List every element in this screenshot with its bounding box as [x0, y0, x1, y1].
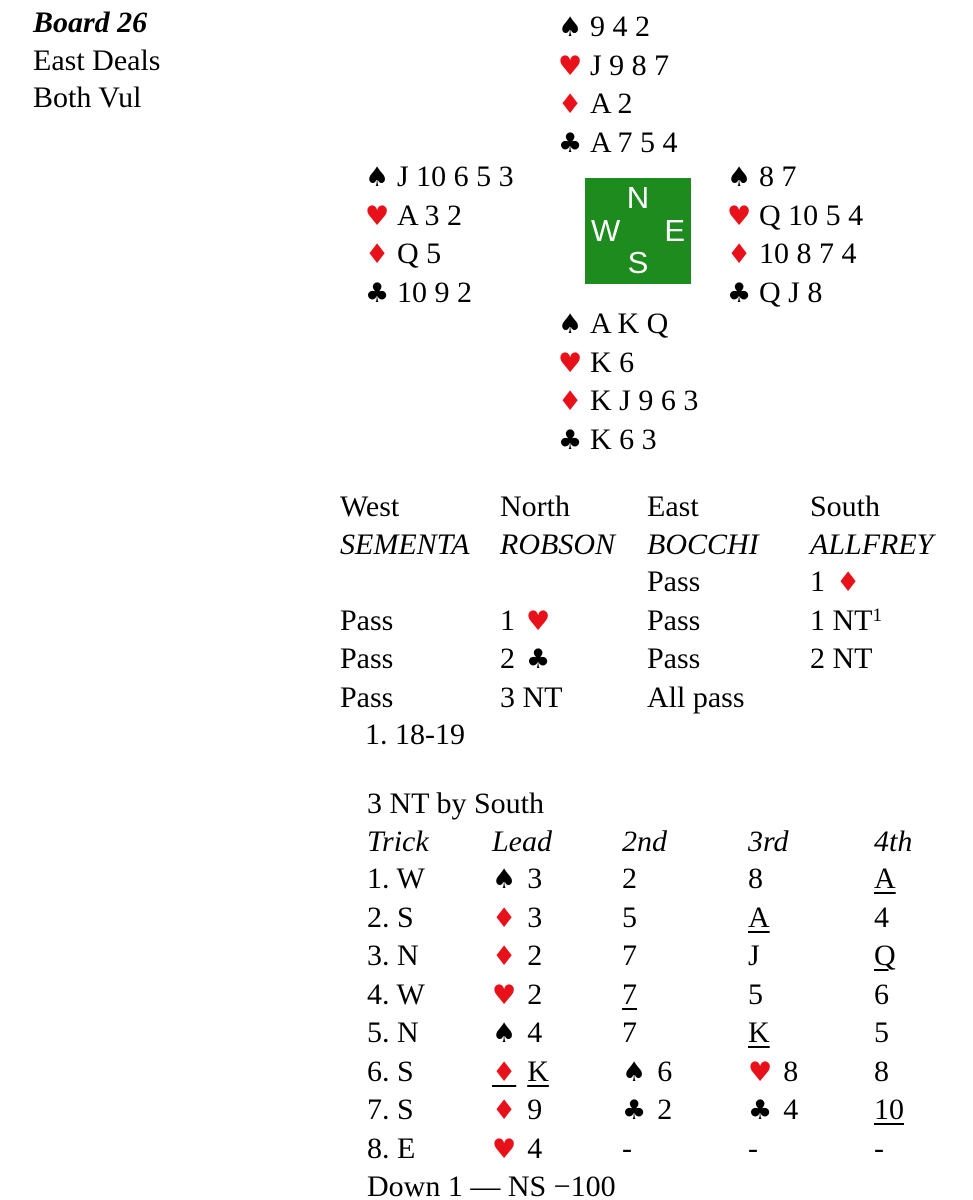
bid-cell	[810, 679, 960, 717]
card-cell	[748, 1053, 874, 1092]
lead-card	[492, 976, 622, 1015]
card-value: 4	[783, 1093, 799, 1126]
card-cell: 5	[874, 1016, 889, 1049]
card-values: Q 10 5 4	[759, 198, 864, 232]
trick-number: 8. E	[367, 1131, 416, 1165]
card-value: 2	[527, 977, 543, 1011]
card-cell: 7	[622, 1016, 637, 1049]
south-club-holding	[558, 421, 698, 460]
diamond-icon: ♦	[836, 567, 861, 598]
club-icon: ♣	[365, 277, 390, 309]
footnote-reference: 1	[872, 604, 882, 626]
diamond-icon: ♦	[492, 1056, 517, 1088]
club-icon: ♣	[558, 424, 583, 456]
bid-cell: All pass	[647, 680, 745, 714]
card-cell: A	[874, 862, 896, 895]
west-diamond-holding	[365, 235, 514, 274]
card-cell: 8	[874, 1054, 889, 1088]
diamond-icon: ♦	[727, 239, 752, 270]
card-cell: 7	[622, 977, 637, 1011]
column-header-3rd: 3rd	[748, 824, 789, 858]
club-icon: ♣	[727, 277, 752, 309]
south-heart-holding	[558, 344, 698, 383]
card-values: A K Q	[590, 307, 669, 340]
trick-number: 6. S	[367, 1054, 414, 1088]
trick-number: 3. N	[367, 939, 419, 972]
club-icon: ♣	[526, 644, 551, 675]
south-spade-holding	[558, 305, 698, 344]
spade-icon: ♠	[492, 1018, 517, 1049]
bid-cell	[810, 602, 960, 641]
card-values: A 2	[590, 87, 633, 120]
card-cell	[748, 1091, 874, 1130]
card-values: 10 9 2	[397, 275, 472, 309]
player-name-south: ALLFREY	[810, 527, 934, 561]
card-value: K	[527, 1054, 549, 1088]
spade-icon: ♠	[365, 162, 390, 193]
compass-west-label: W	[591, 212, 621, 248]
club-icon: ♣	[748, 1095, 773, 1126]
card-cell: -	[874, 1131, 884, 1165]
bid-cell: Pass	[340, 603, 394, 637]
compass-middle-row	[585, 212, 691, 248]
lead-card	[492, 1014, 622, 1053]
card-cell: Q	[874, 939, 896, 972]
card-value: 2	[527, 939, 543, 972]
auction-table	[340, 488, 960, 716]
card-value: 4	[527, 1131, 543, 1165]
column-header-2nd: 2nd	[622, 824, 667, 858]
seat-header-south: South	[810, 490, 881, 523]
north-hand	[558, 8, 678, 162]
bid-cell: 3 NT	[500, 680, 563, 714]
dealer-text: East Deals	[33, 43, 161, 77]
card-value: 4	[527, 1016, 543, 1049]
lead-card	[492, 1053, 622, 1092]
north-diamond-holding	[558, 85, 678, 124]
contract-line: 3 NT by South	[367, 787, 544, 820]
card-values: 9 4 2	[590, 10, 650, 43]
bid-cell: Pass	[340, 680, 394, 714]
play-section	[367, 785, 964, 1200]
bid-cell	[500, 640, 647, 679]
compass	[585, 178, 691, 284]
card-cell: 5	[748, 977, 763, 1011]
west-club-holding	[365, 274, 514, 313]
lead-card	[492, 1130, 622, 1169]
card-values: K 6 3	[590, 422, 657, 456]
east-spade-holding	[727, 158, 863, 197]
lead-card	[492, 860, 622, 899]
card-cell: 4	[874, 900, 889, 934]
heart-icon: ♥	[748, 1056, 773, 1088]
trick-number: 4. W	[367, 977, 425, 1011]
east-club-holding	[727, 274, 863, 313]
diamond-icon: ♦	[558, 386, 583, 417]
card-value: 9	[527, 1093, 543, 1126]
bid-cell	[500, 602, 647, 641]
play-result: Down 1 — NS −100	[367, 1170, 616, 1200]
auction-section	[340, 488, 960, 754]
play-table	[367, 823, 964, 1169]
card-cell: 6	[874, 977, 889, 1011]
bid-cell	[500, 563, 647, 602]
card-values: A 7 5 4	[590, 125, 678, 159]
lead-card	[492, 899, 622, 938]
card-value: 3	[527, 862, 543, 895]
spade-icon: ♠	[727, 162, 752, 193]
bid-cell: Pass	[647, 642, 701, 675]
compass-east-label: E	[664, 212, 685, 248]
heart-icon: ♥	[727, 200, 752, 232]
card-values: Q J 8	[759, 275, 823, 309]
spade-icon: ♠	[622, 1056, 647, 1088]
card-values: Q 5	[397, 237, 442, 270]
north-club-holding	[558, 124, 678, 163]
column-header-4th: 4th	[874, 824, 913, 858]
card-cell: 7	[622, 939, 637, 972]
vulnerability-text: Both Vul	[33, 81, 142, 114]
trick-number: 2. S	[367, 900, 414, 934]
card-value: 2	[657, 1093, 673, 1126]
seat-header-north: North	[500, 490, 570, 523]
diamond-icon: ♦	[492, 941, 517, 972]
bid-level: 1	[810, 565, 825, 598]
club-icon: ♣	[558, 127, 583, 159]
spade-icon: ♠	[492, 864, 517, 895]
trick-number: 5. N	[367, 1016, 419, 1049]
column-header-lead: Lead	[492, 824, 552, 858]
card-cell: J	[748, 939, 760, 972]
card-values: K J 9 6 3	[590, 384, 699, 417]
south-diamond-holding	[558, 382, 698, 421]
bid-level: 1	[500, 603, 515, 637]
card-cell: 10	[874, 1093, 904, 1126]
card-values: K 6	[590, 345, 635, 379]
column-header-trick: Trick	[367, 824, 429, 858]
board-info	[33, 4, 160, 117]
trick-number: 1. W	[367, 862, 425, 895]
diamond-icon: ♦	[492, 1095, 517, 1126]
player-name-west: SEMENTA	[340, 527, 470, 561]
heart-icon: ♥	[558, 50, 583, 82]
spade-icon: ♠	[558, 12, 583, 43]
north-spade-holding	[558, 8, 678, 47]
heart-icon: ♥	[526, 605, 551, 637]
club-icon: ♣	[622, 1095, 647, 1126]
card-values: A 3 2	[397, 198, 463, 232]
player-name-north: ROBSON	[500, 527, 615, 561]
west-hand	[365, 158, 514, 312]
card-cell: -	[622, 1131, 632, 1165]
heart-icon: ♥	[365, 200, 390, 232]
card-values: J 10 6 5 3	[397, 160, 514, 193]
bid-cell: Pass	[340, 642, 394, 675]
player-name-east: BOCCHI	[647, 527, 759, 561]
card-cell: -	[748, 1131, 758, 1165]
seat-header-west: West	[340, 490, 400, 523]
bid-cell	[340, 563, 500, 602]
card-cell: 8	[748, 862, 763, 895]
card-values: 10 8 7 4	[759, 237, 857, 270]
spade-icon: ♠	[558, 309, 583, 340]
diamond-icon: ♦	[365, 239, 390, 270]
bid-cell: Pass	[647, 603, 701, 637]
bid-cell	[810, 563, 960, 602]
east-heart-holding	[727, 197, 863, 236]
card-values: 8 7	[759, 160, 797, 193]
card-cell: A	[748, 900, 770, 934]
west-heart-holding	[365, 197, 514, 236]
card-cell	[622, 1053, 748, 1092]
lead-card	[492, 1091, 622, 1130]
trick-number: 7. S	[367, 1093, 414, 1126]
card-value: 8	[783, 1054, 799, 1088]
bid-level: 2	[500, 642, 515, 675]
heart-icon: ♥	[558, 347, 583, 379]
card-cell: 5	[622, 900, 637, 934]
lead-card	[492, 937, 622, 976]
card-cell: K	[748, 1016, 770, 1049]
auction-footnote: 1. 18-19	[365, 718, 465, 751]
east-hand	[727, 158, 863, 312]
bid-cell: Pass	[647, 565, 701, 598]
card-cell: 2	[622, 862, 637, 895]
diamond-icon: ♦	[558, 89, 583, 120]
south-hand	[558, 305, 698, 459]
seat-header-east: East	[647, 490, 699, 523]
east-diamond-holding	[727, 235, 863, 274]
board-number: Board 26	[33, 6, 148, 39]
bid-text: 1 NT	[810, 603, 873, 637]
compass-north-label: N	[626, 180, 650, 215]
bid-cell: 2 NT	[810, 642, 873, 675]
card-cell	[622, 1091, 748, 1130]
card-value: 6	[657, 1054, 673, 1088]
card-values: J 9 8 7	[590, 48, 670, 82]
card-value: 3	[527, 900, 543, 934]
heart-icon: ♥	[492, 1133, 517, 1165]
diamond-icon: ♦	[492, 902, 517, 934]
heart-icon: ♥	[492, 979, 517, 1011]
north-heart-holding	[558, 47, 678, 86]
west-spade-holding	[365, 158, 514, 197]
compass-south-label: S	[627, 245, 649, 280]
